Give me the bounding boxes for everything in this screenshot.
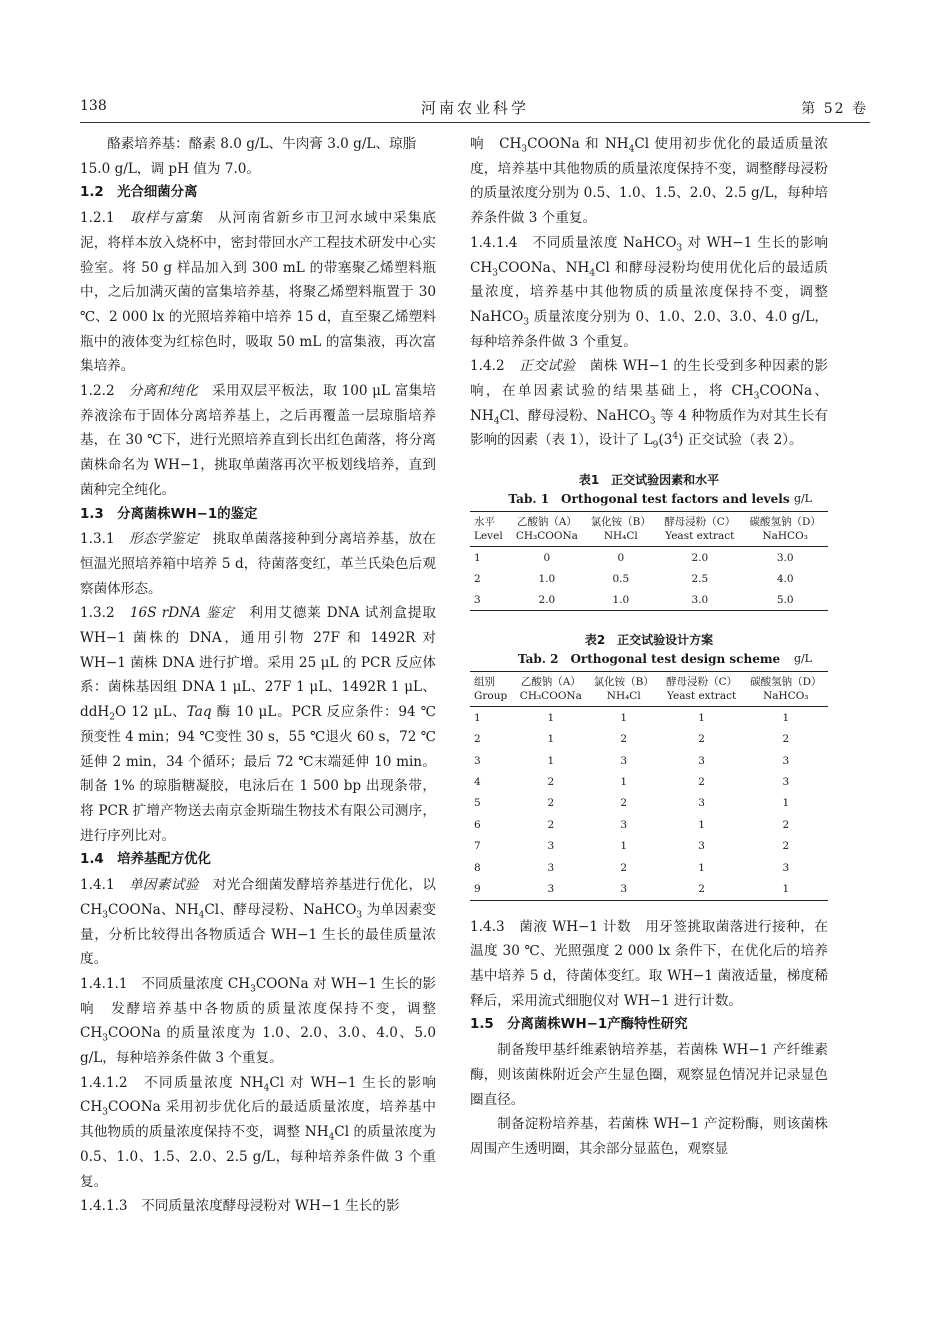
table-2-unit: g/L bbox=[793, 652, 812, 666]
paragraph-1-2-2: 1.2.2 分离和纯化 采用双层平板法，取 100 μL 富集培养液涂布于固体分离培养基上，之后再覆盖一层琼脂培养基，在 30 ℃下，进行光照培养直到长出红色菌落，将分离菌株命名为 WH−1，挑取单菌落再次平板划线培养，直到菌种完全纯化。 bbox=[80, 383, 437, 498]
table-row: 6 2 3 1 2 bbox=[474, 818, 790, 831]
table-1-header: 碳酸氢钠（D） NaHCO₃ bbox=[749, 516, 821, 543]
table-2-header: 氯化铵（B） NH₄Cl bbox=[593, 676, 654, 703]
paragraph-1-3-1: 1.3.1 形态学鉴定 挑取单菌落接种到分离培养基，放在恒温光照培养箱中培养 5 d，待菌落变红，革兰氏染色后观察菌体形态。 bbox=[80, 531, 437, 597]
section-heading-1-4: 1.4 培养基配方优化 bbox=[80, 852, 211, 868]
table-row: 9 3 3 2 1 bbox=[470, 878, 828, 900]
paragraph-medium-cont: 15.0 g/L，调 pH 值为 7.0。 bbox=[80, 160, 261, 177]
table-1-block bbox=[470, 471, 828, 611]
table-1-header: 酵母浸粉（C） Yeast extract bbox=[664, 516, 736, 543]
table-1-header: 乙酸钠（A） CH₃COONa bbox=[515, 516, 578, 543]
paragraph-1-2-1: 1.2.1 取样与富集 从河南省新乡市卫河水域中采集底泥，将样本放入烧杯中，密封带回水产工程技术研发中心实验室。将 50 g 样品加入到 300 mL 的带塞聚乙烯塑料瓶中，之后加满灭菌的富集培养基，将聚乙烯塑料瓶置于 30 ℃、2 000 lx 的光照培养箱中培养 15 d，直至聚乙烯塑料瓶中的液体变为红棕色时，吸取 50 mL 的富集液，再次富集培养。 bbox=[80, 210, 436, 375]
table-row: 4 2 1 2 3 bbox=[474, 776, 790, 788]
paragraph-medium: 酪素培养基：酪素 8.0 g/L、牛肉膏 3.0 g/L、琼脂 bbox=[107, 136, 417, 152]
section-heading-1-5: 1.5 分离菌株WH−1产酶特性研究 bbox=[470, 1017, 688, 1033]
page-number: 138 bbox=[80, 98, 107, 114]
left-column bbox=[80, 132, 450, 1219]
volume-label: 第 52 卷 bbox=[801, 101, 868, 117]
table-1-caption-cn: 表1 正交试验因素和水平 bbox=[578, 473, 720, 488]
paragraph-1-4-1-2: 1.4.1.2 不同质量浓度 $NH_4Cl$ 对 WH−1 生长的影响 $CH_3COONa$ 采用初步优化后的最适质量浓度，培养基中其他物质的质量浓度保持不变，调整 $NH_4Cl$ 的质量浓度为 0.5、1.0、1.5、2.0、2.5 g/L，每种培养条件做 3 个重复。 bbox=[80, 1074, 450, 1190]
journal-name: 河南农业科学 bbox=[420, 99, 529, 117]
paragraph-amylase: 制备淀粉培养基，若菌株 WH−1 产淀粉酶，则该菌株周围产生透明圈，其余部分显蓝色，观察显 bbox=[470, 1116, 828, 1157]
paragraph-1-4-1-3: 1.4.1.3 不同质量浓度酵母浸粉对 WH−1 生长的影 bbox=[80, 1198, 400, 1215]
table-1-unit: g/L bbox=[793, 492, 812, 506]
table-2-caption-cn: 表2 正交试验设计方案 bbox=[584, 633, 714, 648]
table-row: 3 2.0 1.0 3.0 5.0 bbox=[470, 589, 828, 611]
paragraph-1-4-1-3-cont: 响 $CH_3COONa$ 和 $NH_4Cl$ 使用初步优化的最适质量浓度，培养基中其他物质的质量浓度保持不变，调整酵母浸粉的质量浓度分别为 0.5、1.0、1.5、2.0、2.5 g/L，每种培养条件做 3 个重复。 bbox=[470, 136, 828, 227]
table-row: 1 1 1 1 1 bbox=[474, 711, 790, 724]
table-1-caption-en: Tab. 1 Orthogonal test factors and levels g/L bbox=[470, 489, 828, 509]
paragraph-1-3-2: 1.3.2 16S rDNA 鉴定 利用艾德莱 DNA 试剂盒提取 WH−1 菌株的 DNA，通用引物 27F 和 1492R 对 WH−1 菌株 DNA 进行扩增。采用 25 μL 的 PCR 反应体系：菌株基因组 DNA 1 μL、27F 1 μL、1492R 1 μL、ddH$_2$O 12 μL、Taq 酶 10 μL。PCR 反应条件：94 ℃预变性 4 min；94 ℃变性 30 s，55 ℃退火 60 s，72 ℃延伸 2 min，34 个循环；最后 72 ℃末端延伸 10 min。制备 1% 的琼脂糖凝胶，电泳后在 1 500 bp 出现条带，将 PCR 扩增产物送去南京金斯瑞生物技术有限公司测序，进行序列比对。 bbox=[80, 605, 436, 844]
table-row: 1 0 0 2.0 3.0 bbox=[474, 551, 794, 564]
table-2-caption-en: Tab. 2 Orthogonal test design scheme g/L bbox=[470, 649, 828, 669]
table-2-header: 酵母浸粉（C） Yeast extract bbox=[666, 676, 738, 703]
table-row: 8 3 2 1 3 bbox=[474, 861, 790, 874]
table-1-header: 氯化铵（B） NH₄Cl bbox=[590, 516, 651, 543]
table-2 bbox=[470, 671, 828, 901]
table-row: 7 3 1 3 2 bbox=[474, 840, 790, 853]
section-heading-1-3: 1.3 分离菌株WH−1的鉴定 bbox=[80, 506, 258, 522]
paragraph-1-4-1-1: 1.4.1.1 不同质量浓度 $CH_3COONa$ 对 WH−1 生长的影响 发酵培养基中各物质的质量浓度保持不变，调整 $CH_3COONa$ 的质量浓度为 1.0、2.0、3.0、4.0、5.0 g/L，每种培养条件做 3 个重复。 bbox=[80, 975, 436, 1067]
paragraph-1-4-3: 1.4.3 菌液 WH−1 计数 用牙签挑取菌落进行接种，在温度 30 ℃、光照强度 2 000 lx 条件下，在优化后的培养基中培养 5 d，待菌体变红。取 WH−1 菌液适量，梯度稀释后，采用流式细胞仪对 WH−1 进行计数。 bbox=[470, 918, 828, 1009]
table-row: 2 1.0 0.5 2.5 4.0 bbox=[474, 572, 794, 585]
table-2-header: 乙酸钠（A） CH₃COONa bbox=[519, 676, 582, 703]
table-1-header: 水平 Level bbox=[474, 516, 503, 543]
running-header bbox=[80, 92, 870, 123]
paragraph-1-4-1-4: 1.4.1.4 不同质量浓度 NaHCO$_3$ 对 WH−1 生长的影响 $CH_3COONa$、$NH_4Cl$ 和酵母浸粉均使用优化后的最适质量浓度，培养基中其他物质的质量浓度保持不变，调整 NaHCO$_3$ 质量浓度分别为 0、1.0、2.0、3.0、4.0 g/L，每种培养条件做 3 个重复。 bbox=[470, 234, 842, 350]
table-2-header: 组别 Group bbox=[474, 676, 508, 703]
table-row: 2 1 2 2 2 bbox=[474, 733, 790, 746]
right-column bbox=[470, 132, 842, 1162]
paragraph-1-4-1: 1.4.1 单因素试验 对光合细菌发酵培养基进行优化，以 $CH_3COONa$、$NH_4Cl$、酵母浸粉、NaHCO$_3$ 为单因素变量，分析比较得出各物质适合 WH−1 生长的最佳质量浓度。 bbox=[80, 877, 437, 968]
table-row: 5 2 2 3 1 bbox=[474, 797, 790, 810]
section-heading-1-2: 1.2 光合细菌分离 bbox=[80, 185, 198, 201]
table-1 bbox=[470, 511, 828, 611]
table-row: 3 1 3 3 3 bbox=[474, 754, 790, 767]
paragraph-cellulase: 制备羧甲基纤维素钠培养基，若菌株 WH−1 产纤维素酶，则该菌株附近会产生显色圈，观察显色情况并记录显色圈直径。 bbox=[470, 1042, 828, 1108]
paragraph-1-4-2: 1.4.2 正交试验 菌株 WH−1 的生长受到多种因素的影响，在单因素试验的结果基础上，将 $CH_3COONa$、$NH_4Cl$、酵母浸粉、NaHCO$_3$ 等 4 种物质作为对其生长有影响的因素（表 1），设计了 $L_9(3^4)$ 正交试验（表 2）。 bbox=[470, 358, 829, 452]
table-2-header: 碳酸氢钠（D） NaHCO₃ bbox=[750, 676, 822, 703]
table-2-block bbox=[470, 631, 828, 901]
